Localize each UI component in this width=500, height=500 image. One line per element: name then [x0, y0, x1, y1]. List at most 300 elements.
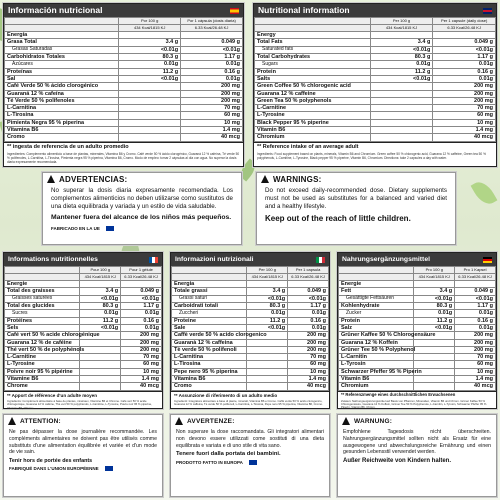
ingredients-text: Zutaten: Nahrungsergänzungsmittel auf Basis von Pflanzen, Mineralien, Vitamin B6 und Chrom. Grüner Kaffee 50 % Chlorogensäure, Guarana 12 % Koffein, Grüner Tee 50 % Polyphenole, L-Carnitin, L-Tyrosin, Schwarzer Pfeffer 95 % Piperin, Vitamin B6, Chrom.: [341, 398, 487, 410]
nutrient-label: L-Carnitine: [5, 354, 80, 361]
nutrient-value: 200 mg: [288, 346, 329, 353]
nutrient-value: [370, 83, 433, 90]
table-row: [5, 317, 162, 324]
flag-uk-icon: [483, 8, 492, 14]
nutrient-value: <0.01g: [370, 46, 433, 53]
table-row: [339, 281, 496, 288]
nutrient-value: 1.17 g: [433, 53, 496, 60]
nutrient-value: 200 mg: [455, 339, 496, 346]
nutrient-label: L-Tirosina: [5, 112, 119, 119]
warning-title: [43, 173, 241, 186]
nutrient-value: [414, 281, 455, 288]
made-in-eu-text: PRODOTTO FATTO IN EUROPA: [176, 459, 243, 465]
nutrient-value: [80, 376, 121, 383]
nutrient-value: 10 mg: [121, 368, 162, 375]
table-row: [172, 354, 329, 361]
table-row: [5, 295, 162, 302]
nutrient-label: Thé vert 50 % de polyphénols: [5, 346, 80, 353]
nutrient-value: [119, 127, 181, 134]
flag-it-icon: [316, 257, 325, 263]
warning-bold: Tenere fuori dalla portata dei bambini.: [176, 451, 281, 458]
nutrient-value: [119, 105, 181, 112]
warning-panel-fr: [3, 414, 163, 497]
nutrient-label: Energie: [339, 281, 414, 288]
nutrient-value: 1.4 mg: [181, 127, 243, 134]
nutrient-value: [414, 361, 455, 368]
nutrient-value: [414, 376, 455, 383]
energy-value-cell: 434 Kcal/1815 KJ: [80, 274, 121, 281]
table-row: [255, 97, 496, 104]
warning-icon: [47, 175, 56, 184]
nutrition-table: [171, 266, 329, 391]
nutrient-label: Guaraná 12 % cafeína: [5, 90, 119, 97]
nutrient-value: 10 mg: [455, 368, 496, 375]
nutrient-label: Grüner Kaffee 50 % Chlorogensäure: [339, 332, 414, 339]
nutrition-table: [4, 17, 243, 142]
nutrient-label: Cromo: [172, 383, 247, 390]
nutrient-value: [80, 383, 121, 390]
nutrient-label: Chrome: [5, 383, 80, 390]
energy-value-cell: [5, 25, 119, 32]
nutrient-value: <0.01g: [247, 295, 288, 302]
nutrient-label: Vitamina B6: [5, 127, 119, 134]
nutrient-value: [370, 134, 433, 141]
nutrient-value: 200 mg: [121, 332, 162, 339]
energy-value-cell: 6.33 Kcal/26.48 KJ: [121, 274, 162, 281]
table-header-cell: [172, 267, 247, 274]
nutrient-label: Carboidrati totali: [172, 302, 247, 309]
nutrient-label: Total Fats: [255, 39, 371, 46]
table-row: [5, 46, 243, 53]
nutrient-value: [370, 112, 433, 119]
nutrient-value: 200 mg: [455, 346, 496, 353]
nutrient-label: Proteínas: [5, 68, 119, 75]
table-row: [339, 324, 496, 331]
table-row: [5, 339, 162, 346]
nutrient-label: Graisses saturées: [5, 295, 80, 302]
table-row: [5, 361, 162, 368]
nutrient-value: 11.2 g: [80, 317, 121, 324]
warning-panel-de: [337, 414, 497, 497]
nutrient-value: 0.049 g: [288, 288, 329, 295]
energy-value-cell: 434 Kcal/1815 KJ: [119, 25, 181, 32]
nutrient-label: Kohlenhydrate: [339, 302, 414, 309]
nutrient-value: <0.01g: [288, 295, 329, 302]
table-row: [5, 90, 243, 97]
nutrient-label: Grassi saturi: [172, 295, 247, 302]
table-row: [255, 53, 496, 60]
nutrient-value: 1.17 g: [121, 302, 162, 309]
nutrient-label: Sels: [5, 324, 80, 331]
table-row: [5, 354, 162, 361]
ingredients-text: Ingredients: Food supplement based on plants, minerals, Vitamin B6 and Chromium. Green coffee 50 % chlorogenic acid, Guarana 12 % caffeine, Green tea 50 % polyphenols, L-Carnitine, L-Tyrosine, Black pepper 95 % piperine, Vitamin B6, Chromium. Directions: take 2 capsules a day with water.: [257, 152, 486, 160]
nutrition-panel-en: [253, 3, 497, 167]
nutrient-label: Pimienta Negra 95 % piperina: [5, 119, 119, 126]
nutrient-label: Guarana 12 % caffeine: [255, 90, 371, 97]
nutrient-value: <0.01g: [247, 324, 288, 331]
nutrient-label: Tè verde 50 % polifenoli: [172, 346, 247, 353]
nutrient-label: Energia: [172, 281, 247, 288]
nutrient-value: [370, 90, 433, 97]
nutrient-label: Energía: [5, 32, 119, 39]
panel-title-text: Informations nutritionnelles: [8, 255, 98, 263]
nutrition-panel-it: [170, 252, 330, 409]
nutrition-panel-es: [3, 3, 244, 167]
nutrient-label: L-Carnitine: [255, 105, 371, 112]
nutrient-value: 200 mg: [433, 97, 496, 104]
table-row: [255, 46, 496, 53]
nutrient-value: [119, 119, 181, 126]
nutrient-value: 200 mg: [181, 90, 243, 97]
nutrient-value: 0.16 g: [455, 317, 496, 324]
nutrient-value: <0.01g: [414, 295, 455, 302]
energy-value-cell: [339, 274, 414, 281]
nutrient-label: Sale: [172, 324, 247, 331]
energy-value-cell: [5, 274, 80, 281]
nutrient-label: Grüner Tee 50 % Polyphenol: [339, 346, 414, 353]
table-row: [5, 332, 162, 339]
table-row: [5, 112, 243, 119]
nutrient-value: 10 mg: [433, 119, 496, 126]
table-row: [255, 32, 496, 39]
nutrient-value: <0.01g: [121, 295, 162, 302]
warning-body: No superar la dosis diaria expresamente recomendada. Los complementos alimenticios no deben utilizarse como sustitutos de una dieta equilibrada y variada y un estilo de vida saludable.: [51, 187, 233, 211]
nutrient-value: [121, 281, 162, 288]
table-row: [255, 127, 496, 134]
warning-bold: Keep out of the reach of little children.: [265, 214, 411, 224]
nutrition-table: [338, 266, 496, 391]
nutrient-value: 1.17 g: [288, 302, 329, 309]
nutrient-value: 0.01g: [414, 310, 455, 317]
nutrient-value: [80, 361, 121, 368]
nutrient-value: 200 mg: [288, 332, 329, 339]
nutrient-value: [247, 383, 288, 390]
energy-value-cell: 6.33 Kcal/26.48 KJ: [288, 274, 329, 281]
nutrient-value: 40 mcg: [121, 383, 162, 390]
nutrient-value: 200 mg: [121, 346, 162, 353]
warning-body: Ne pas dépasser la dose journalière recommandée. Les compléments alimentaires ne doivent pas être utilisés comme substituts d'une alimentation équilibrée et variée et d'un mode de vie sain.: [9, 429, 157, 456]
nutrient-value: [247, 376, 288, 383]
panel-title: [171, 253, 329, 266]
flag-eu-icon: [249, 460, 257, 465]
panel-title-text: Informazioni nutrizionali: [175, 255, 254, 263]
nutrient-value: 0.01g: [433, 61, 496, 68]
panel-title-text: Nutritional information: [258, 4, 350, 15]
nutrient-value: 3.4 g: [80, 288, 121, 295]
nutrient-value: 200 mg: [433, 83, 496, 90]
table-row: [339, 368, 496, 375]
warning-title: [171, 415, 329, 428]
nutrient-value: 1.4 mg: [288, 376, 329, 383]
nutrient-value: [370, 105, 433, 112]
table-header-cell: [5, 267, 80, 274]
table-row: [5, 97, 243, 104]
table-row: [172, 302, 329, 309]
nutrient-value: 0.01g: [455, 310, 496, 317]
table-row: [5, 61, 243, 68]
nutrient-value: [80, 368, 121, 375]
nutrient-label: Energy: [255, 32, 371, 39]
energy-value-cell: [172, 274, 247, 281]
nutrient-value: [119, 97, 181, 104]
nutrient-label: L-Carnitin: [339, 354, 414, 361]
nutrient-label: Cromo: [5, 134, 119, 141]
nutrient-value: 0.049 g: [181, 39, 243, 46]
nutrient-label: Azúcares: [5, 61, 119, 68]
panel-title: [4, 4, 243, 17]
nutrient-label: L-Tyrosin: [339, 361, 414, 368]
nutrient-label: L-Carnitina: [5, 105, 119, 112]
nutrient-value: [455, 281, 496, 288]
nutrient-value: [80, 346, 121, 353]
nutrient-value: 1.17 g: [181, 53, 243, 60]
table-row: [5, 119, 243, 126]
made-in-eu: [171, 459, 329, 466]
nutrient-value: 0.01g: [433, 75, 496, 82]
nutrient-label: L-Tirosina: [172, 361, 247, 368]
nutrient-value: <0.01g: [455, 295, 496, 302]
ingredients-text: Ingredientes: Complemento alimenticio a base de plantas, minerales, Vitamina B6 y Cromo. Café verde 50 % ácido clorogénico, Guaraná 12 % cafeína, Té verde 50 % polifenoles, L-Carnitina, L-Tirosina, Pimienta negra 95 % piperina, Vitamina B6, Cromo. Modo de empleo: tomar 2 cápsulas al día con agua. No superar la dosis diaria expresamente recomendada.: [7, 152, 240, 164]
made-in-eu-text: FABRICADO EN LA UE: [51, 226, 100, 232]
warning-icon: [175, 417, 184, 426]
nutrient-value: 40 mcg: [455, 383, 496, 390]
table-row: [5, 134, 243, 141]
table-row: [255, 90, 496, 97]
nutrient-label: Schwarzer Pfeffer 95 % Piperin: [339, 368, 414, 375]
nutrient-label: Salts: [255, 75, 371, 82]
nutrient-value: [247, 354, 288, 361]
nutrient-value: 0.16 g: [181, 68, 243, 75]
nutrient-label: Caffè verde 50 % acido clorogenico: [172, 332, 247, 339]
nutrient-value: 60 mg: [455, 361, 496, 368]
nutrient-label: Grasa Total: [5, 39, 119, 46]
nutrient-value: 200 mg: [181, 97, 243, 104]
nutrient-label: Vitamin B6: [339, 376, 414, 383]
nutrient-label: Pepe nero 95 % piperina: [172, 368, 247, 375]
table-row: [172, 361, 329, 368]
nutrient-label: Proteine: [172, 317, 247, 324]
nutrient-label: Café vert 50 % acide chlorogénique: [5, 332, 80, 339]
table-header-cell: Per 1 capsule (daily dose): [433, 18, 496, 25]
table-row: [5, 383, 162, 390]
nutrient-value: [433, 32, 496, 39]
nutrient-label: Gesättigte Fettsäuren: [339, 295, 414, 302]
made-in-eu: [4, 465, 162, 472]
nutrient-value: 200 mg: [455, 332, 496, 339]
table-row: [5, 68, 243, 75]
nutrient-value: 3.4 g: [247, 288, 288, 295]
table-row: [339, 317, 496, 324]
nutrient-value: 0.01g: [455, 324, 496, 331]
nutrient-value: 10 mg: [181, 119, 243, 126]
nutrient-value: 0.049 g: [433, 39, 496, 46]
nutrient-label: L-Tyrosine: [255, 112, 371, 119]
nutrition-panel-de: [337, 252, 497, 409]
nutrient-value: [80, 339, 121, 346]
warning-panel-es: [42, 172, 242, 245]
panel-title: [4, 253, 162, 266]
nutrient-label: Energie: [5, 281, 80, 288]
warning-title-text: AVVERTENZE:: [187, 417, 235, 425]
table-header-cell: Pour 100 g: [80, 267, 121, 274]
table-row: [339, 376, 496, 383]
nutrient-label: Totale grassi: [172, 288, 247, 295]
nutrient-value: 80.3 g: [119, 53, 181, 60]
energy-value-cell: 434 Kcal/1815 KJ: [247, 274, 288, 281]
nutrient-label: Grasas Saturadas: [5, 46, 119, 53]
warning-title-text: WARNUNG:: [354, 417, 393, 425]
nutrient-value: 70 mg: [288, 354, 329, 361]
panel-title: [254, 4, 496, 17]
table-row: [255, 119, 496, 126]
nutrient-label: Chromium: [255, 134, 371, 141]
nutrient-label: Vitamina B6: [172, 376, 247, 383]
table-row: [255, 105, 496, 112]
nutrient-value: 11.2 g: [370, 68, 433, 75]
nutrient-value: [414, 354, 455, 361]
table-row: [5, 127, 243, 134]
warning-body: Do not exceed daily-recommended dose. Dietary supplements must not be used as substitutes for a balanced and varied diet and a healthy lifestyle.: [265, 187, 447, 211]
nutrient-value: 70 mg: [455, 354, 496, 361]
nutrient-value: [119, 83, 181, 90]
footnote: ** Assunzione di riferimento di un adulto medio: [171, 391, 329, 399]
nutrient-value: 11.2 g: [119, 68, 181, 75]
footnote: ** ingesta de referencia de un adulto promedio: [4, 142, 243, 151]
table-row: [5, 376, 162, 383]
nutrient-value: 60 mg: [121, 361, 162, 368]
nutrient-value: <0.01g: [119, 75, 181, 82]
table-header-cell: Per 100 g: [370, 18, 433, 25]
nutrient-value: [80, 281, 121, 288]
warning-panel-it: [170, 414, 330, 497]
energy-value-cell: 6.33 Kcal/26.48 KJ: [181, 25, 243, 32]
table-header-cell: Per 100 g: [247, 267, 288, 274]
nutrient-label: Protéines: [5, 317, 80, 324]
nutrient-value: 1.4 mg: [433, 127, 496, 134]
warning-icon: [342, 417, 351, 426]
nutrition-table: [4, 266, 162, 391]
nutrient-value: 70 mg: [181, 105, 243, 112]
table-header-cell: Per 1 capsula: [288, 267, 329, 274]
warning-title-text: ADVERTENCIAS:: [59, 175, 128, 184]
flag-de-icon: [483, 257, 492, 263]
nutrient-value: 0.01g: [121, 310, 162, 317]
nutrient-value: 3.4 g: [119, 39, 181, 46]
nutrient-label: L-Tyrosine: [5, 361, 80, 368]
nutrient-value: 70 mg: [433, 105, 496, 112]
energy-value-cell: [255, 25, 371, 32]
nutrient-label: Protein: [339, 317, 414, 324]
nutrient-value: [247, 339, 288, 346]
nutrient-value: 80.3 g: [370, 53, 433, 60]
nutrient-value: 1.4 mg: [455, 376, 496, 383]
nutrient-value: [247, 368, 288, 375]
nutrient-value: [414, 339, 455, 346]
nutrient-value: [119, 134, 181, 141]
panel-title-text: Información nutricional: [8, 4, 103, 15]
nutrient-value: 40 mcg: [433, 134, 496, 141]
nutrient-value: 80.3 g: [414, 302, 455, 309]
nutrient-value: 70 mg: [121, 354, 162, 361]
nutrient-value: <0.01g: [80, 324, 121, 331]
warning-bold: Tenir hors de portée des enfants: [9, 458, 93, 464]
nutrient-value: 0.01g: [370, 61, 433, 68]
table-row: [339, 310, 496, 317]
nutrient-label: Café Verde 50 % ácido clorogénico: [5, 83, 119, 90]
ingredients-text: Ingrédients: Complément alimentaire à base de plantes, minéraux, Vitamine B6 et Chrome. Café vert 50 % acide chlorogénique, Guarana 12 % caféine, Thé vert 50 % polyphénols, L-Carnitine, L-Tyrosine, Poivre noir 95 % pipérine, Vitamine B6, Chrome.: [7, 398, 153, 410]
warning-body: Non superare la dose raccomandata. Gli integratori alimentari non devono essere utilizzati come sostituti di una dieta equilibrata e variata e di uno stile di vita sano.: [176, 429, 324, 449]
table-row: [339, 354, 496, 361]
nutrient-label: Zuccheri: [172, 310, 247, 317]
energy-value-cell: 6.33 Kcal/26.48 KJ: [455, 274, 496, 281]
table-header-cell: Por 1 cápsula (dosis diaria): [181, 18, 243, 25]
table-row: [5, 83, 243, 90]
nutrient-value: 0.01g: [119, 61, 181, 68]
nutrient-label: Black Pepper 95 % piperine: [255, 119, 371, 126]
nutrient-value: 60 mg: [433, 112, 496, 119]
nutrient-label: Saturated fats: [255, 46, 371, 53]
nutrient-value: 40 mcg: [288, 383, 329, 390]
table-header-cell: [5, 18, 119, 25]
nutrient-label: Zucker: [339, 310, 414, 317]
nutrition-table: [254, 17, 496, 142]
table-row: [5, 302, 162, 309]
table-row: [5, 105, 243, 112]
table-row: [172, 281, 329, 288]
footnote: ** Reference intake of an average adult: [254, 142, 496, 151]
nutrient-value: [370, 32, 433, 39]
nutrient-label: Poivre noir 95 % pipérine: [5, 368, 80, 375]
panel-title-text: Nahrungsergänzungsmittel: [342, 255, 430, 263]
nutrient-label: Sucres: [5, 310, 80, 317]
nutrient-value: [80, 354, 121, 361]
nutrient-label: Salz: [339, 324, 414, 331]
nutrient-label: Total des glucides: [5, 302, 80, 309]
nutrient-value: [247, 346, 288, 353]
nutrient-value: [414, 383, 455, 390]
flag-es-icon: [230, 8, 239, 14]
nutrient-label: Total Carbohydrates: [255, 53, 371, 60]
nutrient-value: 200 mg: [288, 339, 329, 346]
table-row: [172, 376, 329, 383]
table-row: [5, 53, 243, 60]
nutrient-value: 80.3 g: [247, 302, 288, 309]
table-row: [339, 346, 496, 353]
nutrient-value: 0.16 g: [121, 317, 162, 324]
nutrient-value: 0.01g: [247, 310, 288, 317]
nutrient-label: Sal: [5, 75, 119, 82]
nutrient-value: [247, 281, 288, 288]
nutrient-value: 3.4 g: [370, 39, 433, 46]
table-row: [172, 368, 329, 375]
nutrient-value: 0.01g: [288, 324, 329, 331]
ingredients-text: Ingredienti: Integratore alimentare a base di piante, minerali, Vitamina B6 e Cromo. Caffè verde 50 % acido clorogenico, Guaranà 12 % caffeina, Tè verde 50 % polifenoli, L-Carnitina, L-Tirosina, Pepe nero 95 % piperina, Vitamina B6, Cromo.: [174, 398, 323, 407]
nutrient-value: 0.01g: [80, 310, 121, 317]
table-header-cell: Pro 1 Kapsel: [455, 267, 496, 274]
table-row: [255, 112, 496, 119]
table-row: [255, 68, 496, 75]
nutrient-value: [370, 127, 433, 134]
energy-value-cell: 6.33 Kcal/26.48 KJ: [433, 25, 496, 32]
nutrient-value: [119, 90, 181, 97]
nutrient-value: <0.01g: [433, 46, 496, 53]
nutrient-label: Fett: [339, 288, 414, 295]
nutrient-value: <0.01g: [414, 324, 455, 331]
nutrition-panel-fr: [3, 252, 163, 409]
warning-body: Empfohlene Tagesdosis nicht überschreiten. Nahrungsergänzungsmittel sollten nicht als Ersatz für eine ausgewogene und abwechslungsreiche Ernährung und einen gesunden Lebensstil verwendet werden.: [343, 429, 491, 456]
warning-bold: Mantener fuera del alcance de los niños más pequeños.: [51, 214, 232, 222]
nutrient-label: Guarana 12 % de caféine: [5, 339, 80, 346]
